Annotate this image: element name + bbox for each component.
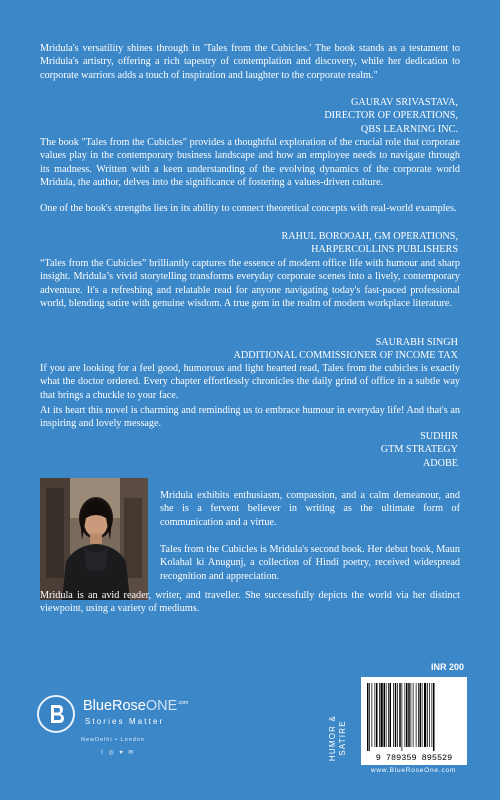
isbn-digits: 9 789359 895529 (375, 753, 453, 763)
publisher-name (83, 698, 188, 714)
attribution-line: ADOBE (422, 457, 458, 469)
publisher-tagline: Stories Matter (85, 717, 165, 726)
attribution-line: DIRECTOR OF OPERATIONS, (324, 110, 458, 122)
publisher-name-part: BlueRose (83, 698, 146, 714)
attribution-line: ADDITIONAL COMMISSIONER OF INCOME TAX (233, 350, 458, 362)
author-bio-paragraph: Mridula exhibits enthusiasm, compassion, and a calm demeanour, and she is a fervent believer in writing as the ultimate form of communication and a virtue. (160, 490, 460, 528)
barcode-bar (422, 683, 423, 747)
barcode-bar (386, 683, 387, 747)
genre-line: SATIRE (338, 720, 347, 756)
barcode-bar (395, 683, 397, 747)
barcode-bar (433, 683, 435, 751)
barcode-image (361, 677, 467, 765)
barcode-bar (393, 683, 394, 747)
logo-b-icon (39, 697, 73, 731)
attribution-line: SAURABH SINGH (375, 337, 458, 348)
review-text: Mridula's versatility shines through in 'Tales from the Cubicles.' The book stands as a testament to Mridula's artistry, offering a rich tapestry of contemplation and discovery, while her dedication to corporate warriors adds a touch of inspiration and laughter to the corporate realm." (40, 43, 460, 81)
barcode-bar (429, 683, 430, 747)
barcode-bar (420, 683, 422, 747)
barcode-bar (402, 683, 403, 751)
review-attribution (38, 430, 458, 470)
barcode-bar (424, 683, 426, 747)
barcode-bar (416, 683, 417, 747)
barcode-bar (405, 683, 406, 747)
author-portrait-image (40, 478, 148, 600)
publisher-website: www.BlueRoseOne.com (370, 767, 457, 774)
barcode-bar (379, 683, 380, 747)
barcode-bar (376, 683, 378, 747)
review-text: “Tales from the Cubicles” brilliantly captures the essence of modern office life with humour and sharp insight. Mridula’s vivid storytelling transforms everyday corporate scenes into a lively, contemporary adventure. It's a refreshing and relatable read for anyone navigating today's fast-paced professional world, blending satire with genuine wisdom. A true gem in the realm of modern workplace literature. (40, 258, 460, 310)
barcode-bar (384, 683, 386, 747)
attribution-line: HARPERCOLLINS PUBLISHERS (311, 244, 458, 256)
attribution-line: RAHUL BOROOAH, GM OPERATIONS, (281, 231, 458, 242)
attribution-line: QBS LEARNING INC. (360, 123, 458, 135)
barcode-bar (388, 683, 389, 747)
publisher-name-part: ONE (145, 698, 178, 714)
barcode-bar (390, 683, 392, 747)
barcode-bar (406, 683, 408, 747)
review-text: At its heart this novel is charming and reminding us to embrace humour in everyday life! And that's an inspiring and lovely message. (40, 405, 460, 430)
review-attribution (38, 230, 458, 257)
genre-line: HUMOR & (328, 714, 337, 762)
barcode-bar (375, 683, 376, 747)
review-text: One of the book's strengths lies in its ability to connect theoretical concepts with real-world examples. (40, 203, 457, 214)
author-bio-paragraph: Mridula is an avid reader, writer, and traveller. She successfully depicts the world via her distinct viewpoint, using a variety of mediums. (40, 590, 460, 615)
barcode-bar (408, 683, 410, 747)
barcode-bar (372, 683, 373, 747)
barcode-bar (381, 683, 383, 747)
barcode-bar (411, 683, 412, 747)
review-attribution (38, 336, 458, 363)
review-attribution (38, 96, 458, 136)
attribution-line: GTM STRATEGY (380, 444, 458, 456)
social-icons: f ◎ ♥ ✉ (101, 750, 136, 756)
barcode-bar (432, 683, 433, 747)
attribution-line: SUDHIR (420, 431, 458, 442)
author-bio-paragraph: Tales from the Cubicles is Mridula's second book. Her debut book, Maun Kolahal ki Anugunj, a collection of Hindi poetry, received widespread recognition and appreciation. (160, 544, 460, 582)
barcode-bar (413, 683, 414, 747)
genre-label (323, 688, 353, 788)
barcode-bar (399, 683, 401, 747)
publisher-cities: NewDelhi • London (81, 737, 145, 743)
barcode-bar (367, 683, 369, 751)
isbn-barcode (361, 677, 467, 765)
review-text: If you are looking for a feel good, humorous and light hearted read, Tales from the cubicles is exactly what the doctor ordered. Every chapter effortlessly chronicles the daily grind of office in a subtle way that brings a chuckle to your face. (40, 363, 460, 401)
attribution-line: GAURAV SRIVASTAVA, (351, 97, 458, 108)
barcode-bar (418, 683, 419, 747)
genre-text (328, 715, 348, 761)
author-photo (40, 478, 148, 600)
publisher-domain: .com (177, 700, 189, 707)
publisher-logo-mark (37, 695, 75, 733)
barcode-bar (397, 683, 398, 747)
review-text: The book "Tales from the Cubicles" provides a thoughtful exploration of the crucial role that corporate values play in the contemporary business landscape and how an employee needs to navigate through its madness. Written with a keen understanding of the evolving dynamics of the corporate world Mridula, the author, delves into the significance of fostering a values-driven culture. (40, 137, 460, 189)
publisher-logo (37, 695, 217, 775)
barcode-bar (427, 683, 428, 747)
price-label: INR 200 (430, 662, 464, 672)
barcode-bar (369, 683, 370, 751)
